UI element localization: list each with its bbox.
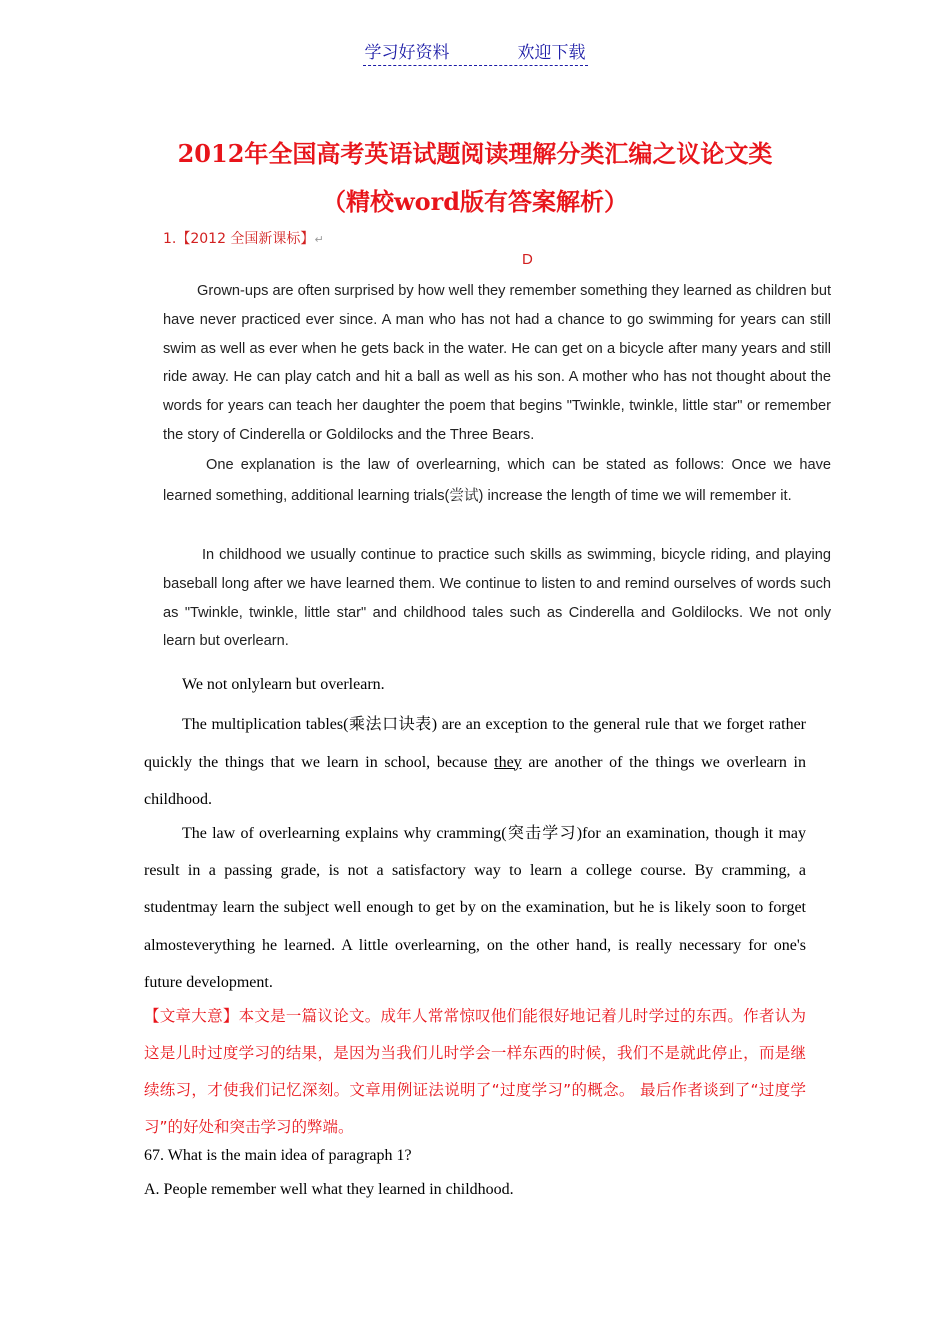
scanned-paragraph-1: [163, 277, 831, 450]
header-right-text: 欢迎下载: [517, 43, 586, 63]
header-left-text: 学习好资料: [364, 43, 450, 63]
body-paragraph-2-after: are another of the things we overlearn in childhood.: [144, 753, 806, 808]
body-paragraph-3-text: The law of overlearning explains why cramming(突击学习)for an examination, though it may result in a passing grade, is not a satisfactory way to learn a college course. By cramming, a studentmay learn the subject well enough to get by on the examination, but he is likely soon to forget almosteverything he learned. A little overlearning, on the other hand, is really necessary for one's future development.: [144, 825, 806, 991]
passage-letter: D: [522, 251, 533, 268]
body-paragraph-1-text: We not onlylearn but overlearn.: [182, 676, 385, 693]
header-banner: [363, 38, 588, 66]
article-summary: 【文章大意】本文是一篇议论文。成年人常常惊叹他们能很好地记着儿时学过的东西。作者认为这是儿时过度学习的结果，是因为当我们儿时学会一样东西的时候，我们不是就此停止，而是继续练习，才使我们记忆深刻。文章用例证法说明了“过度学习”的概念。 最后作者谈到了“过度学习”的好处和突击学习的弊端。: [144, 1007, 806, 1136]
paragraph-mark-icon: ↵: [314, 233, 324, 246]
page-header: [0, 38, 950, 66]
scanned-paragraph-3: [163, 541, 831, 656]
body-paragraph-2-text: [144, 706, 806, 819]
source-label: 1.【2012 全国新课标】: [163, 231, 315, 247]
scanned-paragraph-2-text: One explanation is the law of overlearning, which can be stated as follows: Once we have learned something, additional learning trials(尝试) increase the length of time we will remember it.: [163, 457, 831, 504]
document-subtitle: （精校word版有答案解析）: [321, 187, 629, 216]
scanned-paragraph-1-text: Grown-ups are often surprised by how well they remember something they learned as children but have never practiced ever since. A man who has not had a chance to go swimming for years can still swim as well as ever when he gets back in the water. He can get on a bicycle after many years and still ride away. He can play catch and hit a ball as well as his son. A mother who has not thought about the words for years can teach her daughter the poem that begins "Twinkle, twinkle, little star" or remember the story of Cinderella or Goldilocks and the Three Bears.: [163, 283, 831, 443]
body-paragraph-3: [144, 815, 806, 1001]
body-paragraph-2-before: The multiplication tables(乘法口诀表) are an exception to the general rule that we forget rather quickly the things that we learn in school, because: [144, 716, 806, 771]
scanned-paragraph-3-text: In childhood we usually continue to practice such skills as swimming, bicycle riding, and playing baseball long after we have learned them. We continue to listen to and remind ourselves of words such as "Twinkle, twinkle, little star" and childhood tales such as Cinderella and Goldilocks. We not only learn but overlearn.: [163, 547, 831, 650]
body-paragraph-2: [144, 706, 806, 819]
underlined-word: they: [494, 753, 522, 771]
question-source: [163, 228, 324, 248]
document-title: 2012年全国高考英语试题阅读理解分类汇编之议论文类: [177, 139, 773, 168]
body-paragraph-1: [144, 674, 806, 696]
question-stem: 67. What is the main idea of paragraph 1?: [144, 1147, 412, 1164]
answer-option-a: A. People remember well what they learned in childhood.: [144, 1181, 514, 1198]
scanned-paragraph-2: [163, 450, 831, 512]
